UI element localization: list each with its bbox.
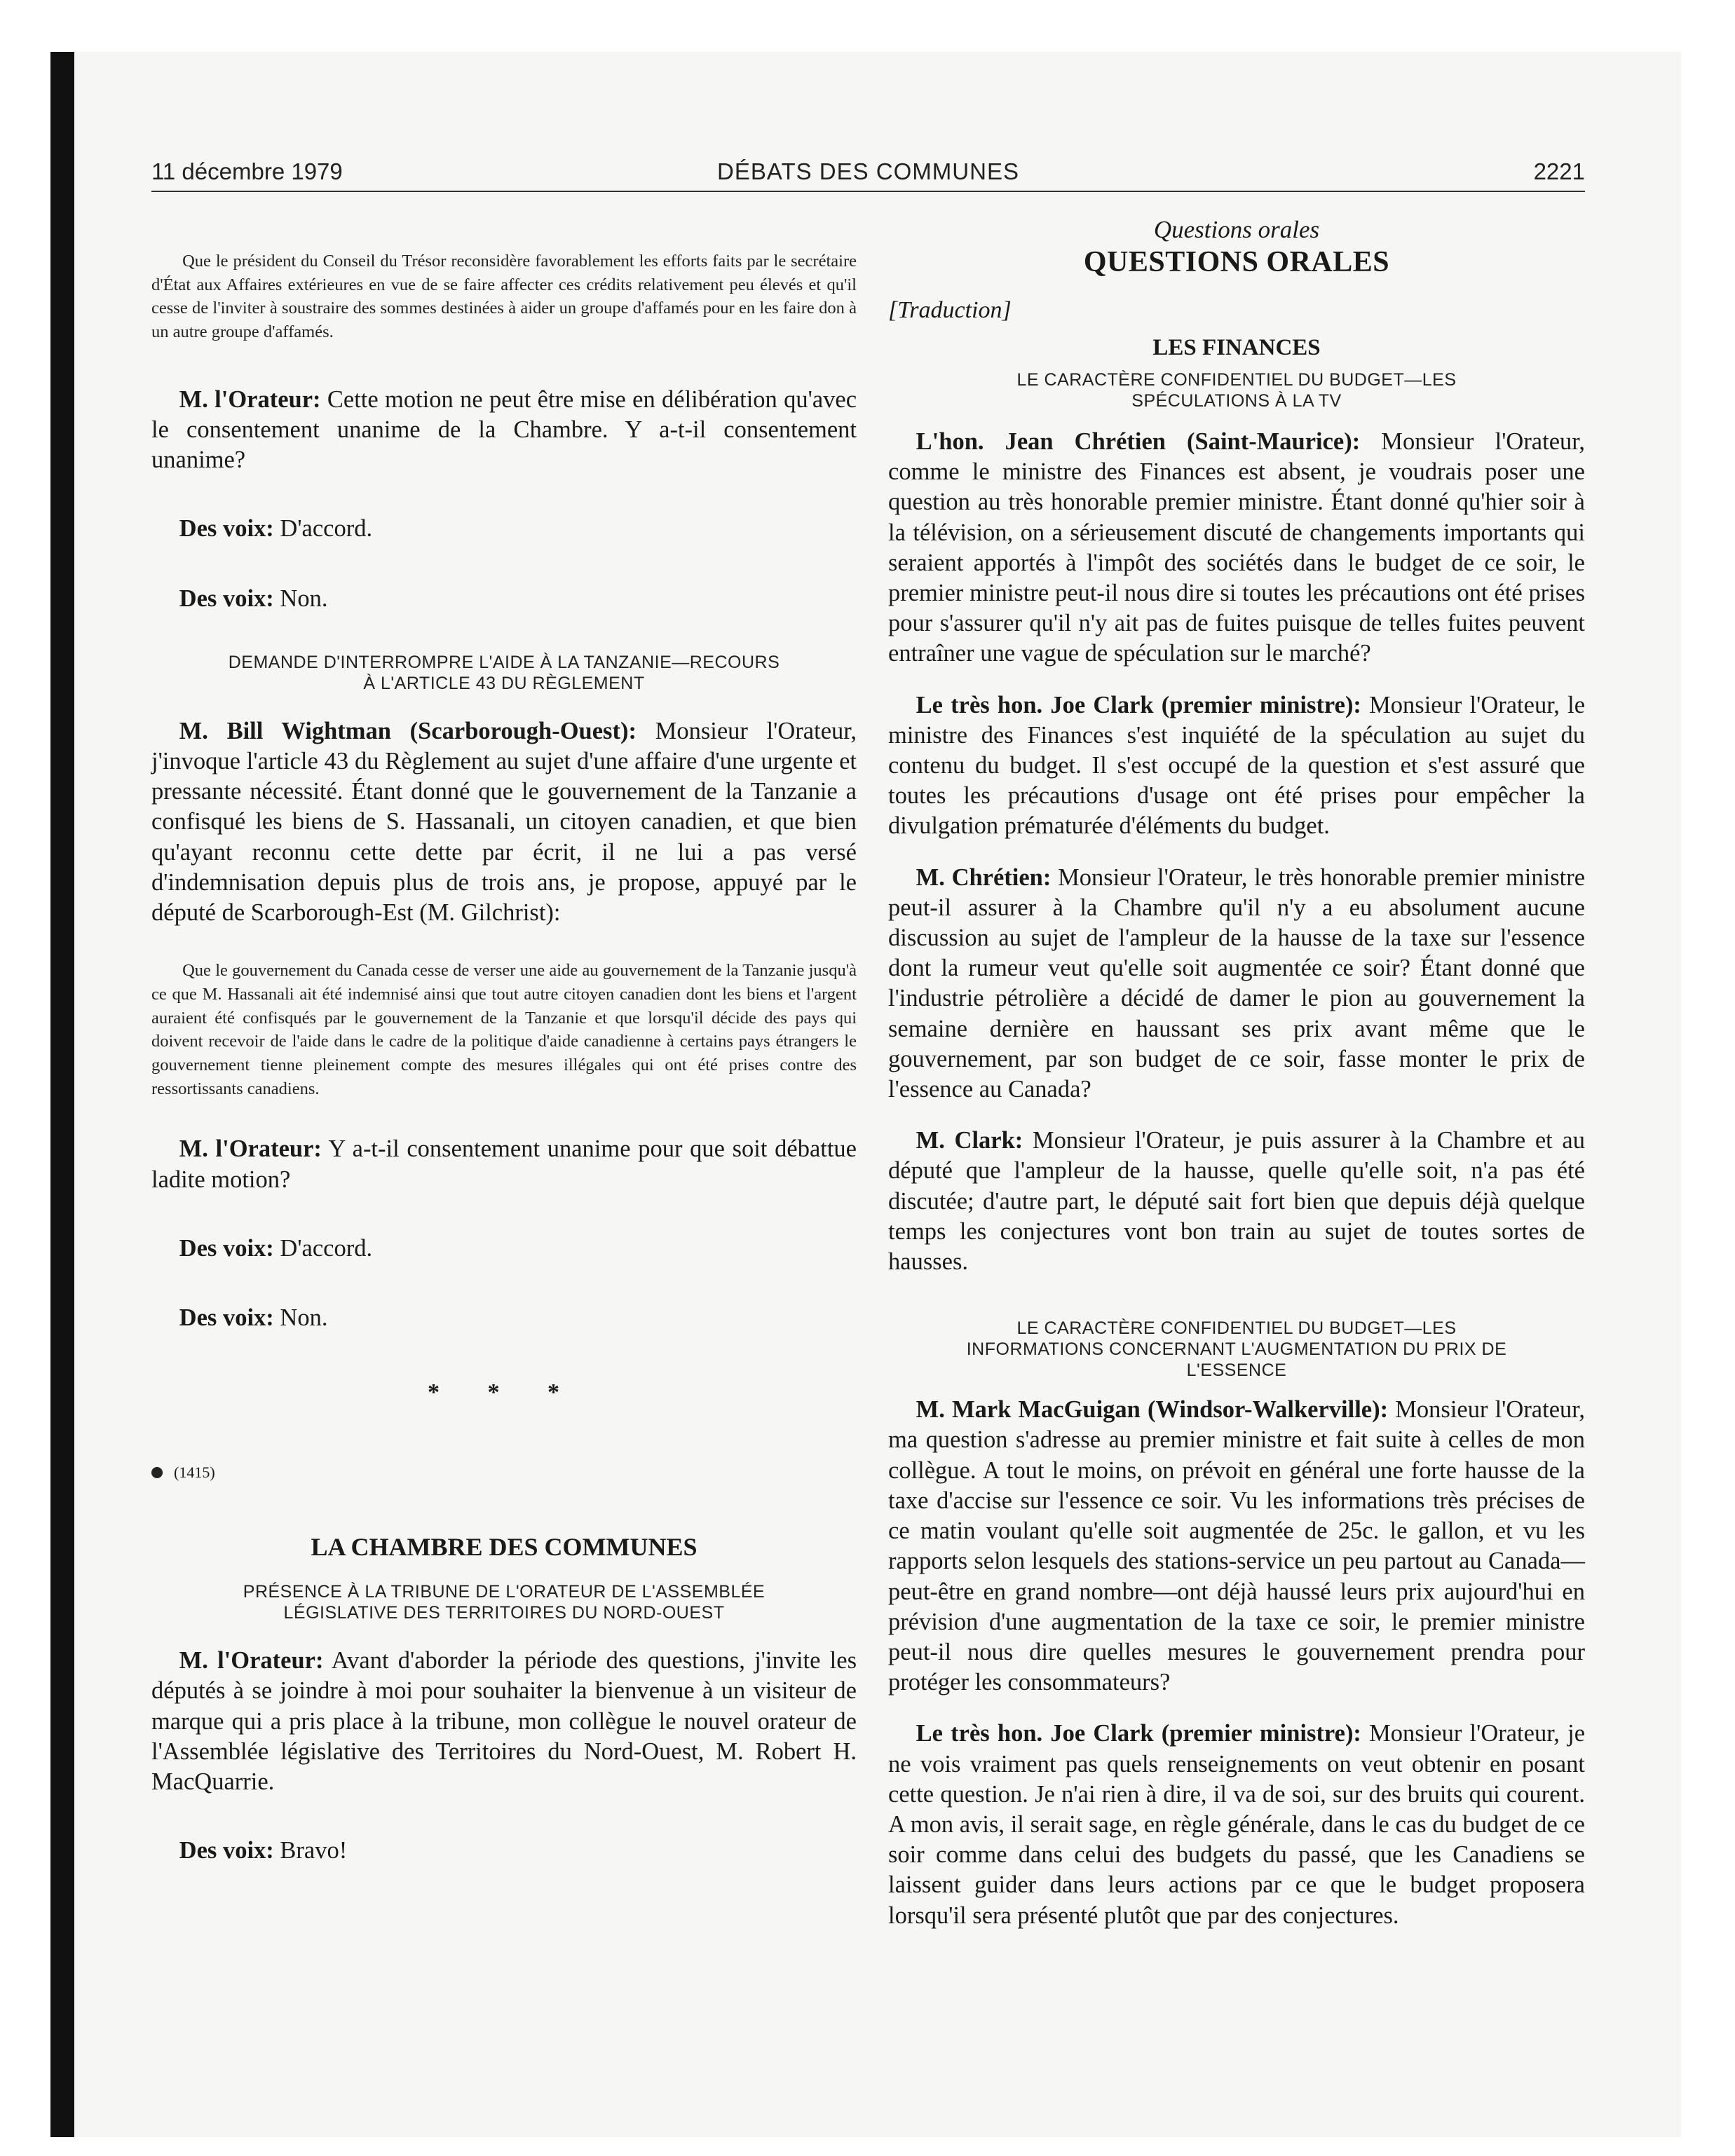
speaker: Le très hon. Joe Clark (premier ministre):: [916, 691, 1361, 718]
speech-text: Monsieur l'Orateur, j'invoque l'article 43 du Règlement au sujet d'une affaire d'une urgente et pressante nécessité. Étant donné que le gouvernement de la Tanzanie a confisqué les biens de S. Hassanali, un citoyen canadien, et que bien qu'ayant reconnu cette dette par écrit, il ne lui a pas versé d'indemnisation depuis plus de trois ans, je propose, appuyé par le député de Scarborough-Est (M. Gilchrist):: [151, 717, 857, 927]
left-column: [151, 210, 857, 1867]
speech-text: Monsieur l'Orateur, le très honorable premier ministre peut-il assurer à la Chambre qu'il n'y a eu absolument aucune discussion au sujet de l'ampleur de la hausse de la taxe sur l'essence dont la rumeur veut qu'elle soit augmentée ce soir? Étant donné que l'industrie pétrolière a décidé de damer le pion au gouvernement la semaine dernière en haussant ses prix avant même que le gouvernement, par son budget de ce soir, fasse monter le prix de l'essence au Canada?: [888, 864, 1586, 1103]
speech-text: Monsieur l'Orateur, le ministre des Finances s'est inquiété de la spéculation au sujet du contenu du budget. Il s'est occupé de la question et s'est assuré que toutes les précautions d'usage ont été prises pour empêcher la divulgation prématurée d'éléments du budget.: [888, 691, 1586, 840]
speech-text: Monsieur l'Orateur, ma question s'adresse au premier ministre et fait suite à celles de mon collègue. A tout le moins, on prévoit en général une forte hausse de la taxe d'accise sur l'essence ce soir. Vu les informations très précises de ce matin voulant qu'elle soit augmentée de 25c. le gallon, et vu les rapports selon lesquels des stations-service un peu partout au Canada—peut-être en grand nombre—ont déjà haussé leurs prix aujourd'hui en prévision d'une augmentation de la taxe ce soir, le premier ministre peut-il nous dire quelles mesures le gouvernement prendra pour protéger les consommateurs?: [888, 1396, 1585, 1696]
speech-clark: [888, 690, 1585, 842]
speaker: M. Clark:: [916, 1127, 1023, 1154]
speaker: M. Bill Wightman (Scarborough-Ouest):: [179, 717, 637, 744]
section-heading-essence: [888, 1318, 1585, 1381]
speech-des-voix: [151, 584, 857, 614]
header-title: DÉBATS DES COMMUNES: [717, 158, 1019, 184]
heading-line: À L'ARTICLE 43 DU RÈGLEMENT: [363, 673, 645, 693]
speech-chretien: [888, 427, 1585, 669]
heading-line: DEMANDE D'INTERROMPRE L'AIDE À LA TANZANIE—RECOURS: [228, 652, 780, 672]
motion-text: Que le président du Conseil du Trésor reconsidère favorablement les efforts faits par le secrétaire d'État aux Affaires extérieures en vue de se faire affecter ces crédits relativement peu élevés et qu'il cesse de l'inviter à soustraire des sommes destinées à aider un groupe d'affamés pour en les faire don à un autre groupe d'affamés.: [151, 252, 857, 342]
speech-text: Monsieur l'Orateur, je ne vois vraiment pas quels renseignements on veut obtenir en posant cette question. Je n'ai rien à dire, il va de soi, sur des bruits qui courent. A mon avis, il serait sage, en règle générale, dans le cas du budget de ce soir comme dans celui des budgets du passé, que les Canadiens se laissent guider dans leurs actions par ce que le budget proposera lorsqu'il sera présenté plutôt que par des conjectures.: [888, 1720, 1586, 1929]
running-head: [151, 154, 1585, 192]
speaker: L'hon. Jean Chrétien (Saint-Maurice):: [916, 428, 1361, 455]
section-separator: * * *: [428, 1379, 580, 1406]
speaker: Des voix:: [179, 585, 274, 612]
speech-text: Avant d'aborder la période des questions, j'invite les députés à se joindre à moi pour souhaiter la bienvenue à un visiteur de marque qui a pris place à la tribune, mon collègue le nouvel orateur de l'Assemblée législative des Territoires du Nord-Ouest, M. Robert H. MacQuarrie.: [151, 1647, 857, 1796]
header-page-number: 2221: [1533, 158, 1585, 184]
speaker: Des voix:: [179, 1234, 274, 1262]
motion-text: Que le gouvernement du Canada cesse de verser une aide au gouvernement de la Tanzanie jusqu'à ce que M. Hassanali ait été indemnisé ainsi que tout autre citoyen canadien dont les biens et l'argent auraient été confisqués par le gouvernement de la Tanzanie et que lorsqu'il décide des pays qui doivent recevoir de l'aide dans le cadre de la politique d'aide canadienne à certains pays étrangers le gouvernement tienne pleinement compte des mesures illégales qui ont été prises contre des ressortissants canadiens.: [151, 961, 857, 1098]
bullet-icon: [151, 1467, 163, 1478]
speech-text: Non.: [280, 585, 328, 612]
speech-text: Monsieur l'Orateur, comme le ministre des Finances est absent, je voudrais poser une question au très honorable premier ministre. Étant donné qu'hier soir à la télévision, on a sérieusement discuté de changements importants qui seraient apportés à l'impôt des sociétés dans le budget de ce soir, le premier ministre peut-il nous dire si toutes les précautions ont été prises pour s'assurer qu'il n'y ait pas de fuites puisque de telles fuites peuvent entraîner une vague de spéculation sur le marché?: [888, 428, 1586, 667]
section-heading-tanzanie: [151, 652, 857, 694]
time-marker-text: (1415): [174, 1464, 215, 1482]
heading-line: L'ESSENCE: [1186, 1360, 1287, 1381]
time-marker: [151, 1464, 857, 1482]
speaker: Des voix:: [179, 515, 274, 543]
speech-des-voix: [151, 1303, 857, 1333]
header-date: 11 décembre 1979: [151, 158, 343, 184]
heading-line: LE CARACTÈRE CONFIDENTIEL DU BUDGET—LES: [1016, 1318, 1457, 1339]
speaker: M. l'Orateur:: [179, 1647, 324, 1674]
speech-text: Y a-t-il consentement unanime pour que soit débattue ladite motion?: [151, 1135, 857, 1193]
speech-orateur: [151, 1134, 857, 1194]
speech-text: D'accord.: [280, 1234, 373, 1262]
speech-clark: [888, 1126, 1585, 1277]
speaker: Le très hon. Joe Clark (premier ministre):: [916, 1720, 1361, 1747]
speech-text: Cette motion ne peut être mise en délibération qu'avec le consentement unanime de la Chambre. Y a-t-il consentement unanime?: [151, 386, 857, 474]
speech-text: D'accord.: [280, 515, 373, 543]
section-heading-finances: LES FINANCES: [1152, 335, 1321, 360]
right-column: [888, 210, 1585, 1931]
speech-text: Bravo!: [280, 1837, 348, 1864]
speech-text: Non.: [280, 1304, 328, 1332]
speech-macguigan: [888, 1395, 1585, 1698]
section-heading-chambre: LA CHAMBRE DES COMMUNES: [311, 1533, 698, 1562]
section-title: QUESTIONS ORALES: [1083, 246, 1390, 278]
binding-edge: [50, 52, 74, 2137]
speech-clark: [888, 1719, 1585, 1930]
speech-wightman: [151, 716, 857, 928]
speaker: M. Chrétien:: [916, 864, 1052, 891]
translation-marker: [Traduction]: [888, 297, 1012, 323]
section-heading-presence: [151, 1581, 857, 1623]
speech-des-voix: [151, 514, 857, 544]
heading-line: PRÉSENCE À LA TRIBUNE DE L'ORATEUR DE L'ASSEMBLÉE: [243, 1582, 766, 1602]
speech-text: Monsieur l'Orateur, je puis assurer à la Chambre et au député que l'ampleur de la hausse, quelle qu'elle soit, n'a pas été discutée; d'autre part, le député sait fort bien que depuis déjà quelque temps les conjectures vont bon train au sujet de toutes sortes de hausses.: [888, 1127, 1585, 1276]
speaker: M. Mark MacGuigan (Windsor-Walkerville):: [916, 1396, 1389, 1424]
speech-orateur: [151, 1646, 857, 1797]
speech-orateur: [151, 385, 857, 476]
heading-line: INFORMATIONS CONCERNANT L'AUGMENTATION DU PRIX DE: [966, 1339, 1507, 1360]
heading-line: LÉGISLATIVE DES TERRITOIRES DU NORD-OUEST: [283, 1603, 725, 1623]
speech-des-voix: [151, 1234, 857, 1264]
speech-des-voix: [151, 1836, 857, 1866]
speaker: Des voix:: [179, 1837, 274, 1864]
section-label: Questions orales: [1153, 216, 1320, 243]
speech-chretien: [888, 863, 1585, 1105]
section-heading-tv: [888, 369, 1585, 411]
heading-line: SPÉCULATIONS À LA TV: [1131, 391, 1342, 411]
speaker: M. l'Orateur:: [179, 1135, 322, 1163]
heading-line: LE CARACTÈRE CONFIDENTIEL DU BUDGET—LES: [1016, 370, 1457, 390]
speaker: M. l'Orateur:: [179, 386, 321, 413]
speaker: Des voix:: [179, 1304, 274, 1332]
